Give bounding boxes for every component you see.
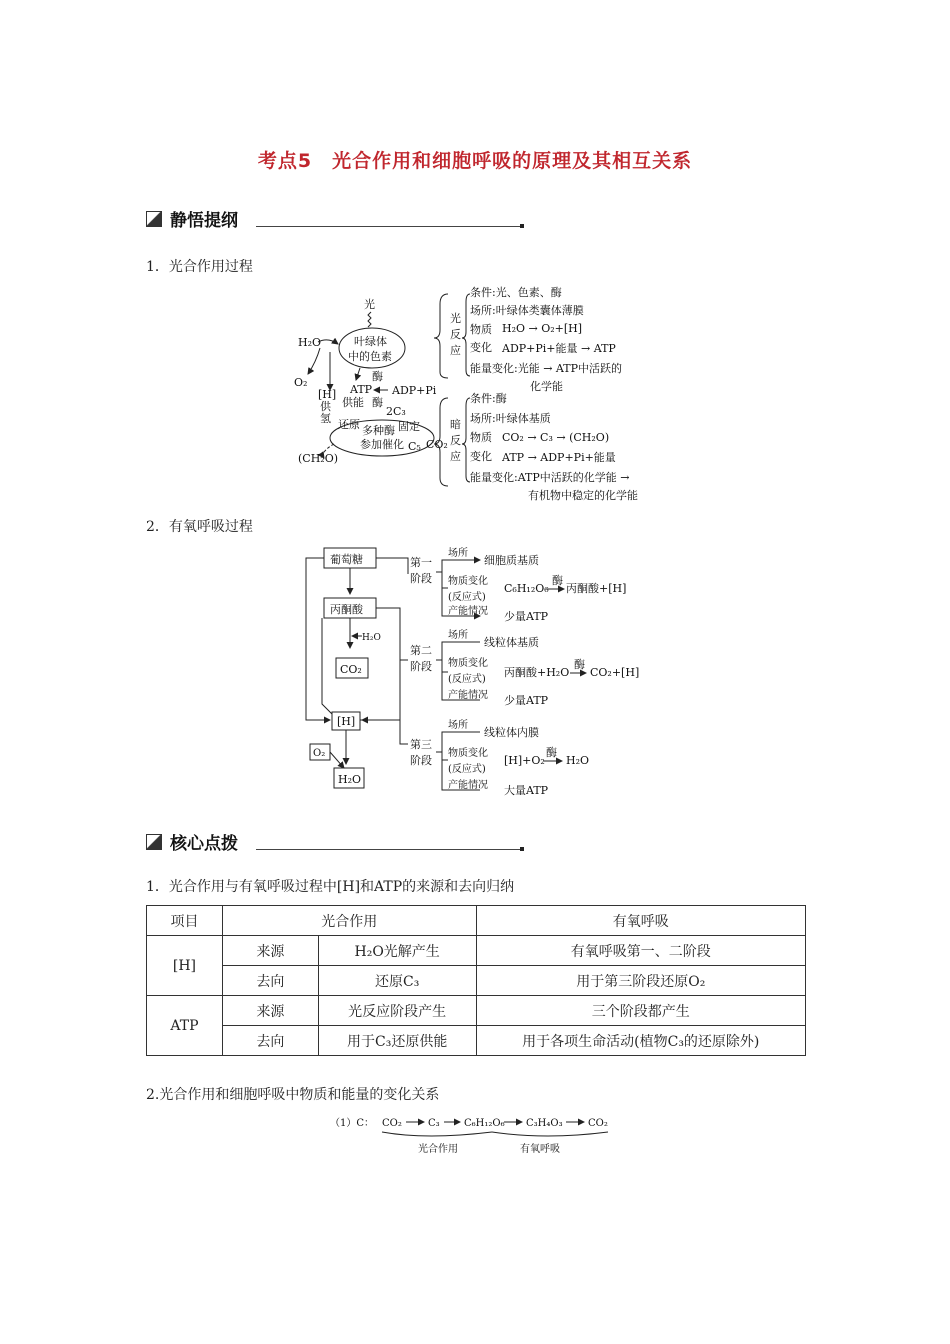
co2-label: CO₂ bbox=[426, 438, 448, 451]
svg-text:第三: 第三 bbox=[410, 738, 432, 751]
svg-text:场所: 场所 bbox=[448, 630, 468, 641]
section-divider-dot bbox=[520, 224, 524, 228]
light-label: 光 bbox=[364, 298, 375, 311]
svg-text:有机物中稳定的化学能: 有机物中稳定的化学能 bbox=[528, 489, 638, 502]
ch2o-label: (CH₂O) bbox=[298, 452, 339, 465]
o2-box: O₂ bbox=[313, 748, 326, 759]
svg-text:多种酶: 多种酶 bbox=[362, 424, 395, 437]
water-label: H₂O bbox=[298, 336, 322, 349]
svg-text:H₂O: H₂O bbox=[362, 633, 381, 643]
svg-text:丙酮酸+H₂O: 丙酮酸+H₂O bbox=[504, 666, 570, 679]
svg-text:[H]: [H] bbox=[318, 388, 337, 401]
svg-text:应: 应 bbox=[450, 344, 461, 357]
svg-text:物质变化: 物质变化 bbox=[448, 748, 488, 759]
svg-text:物质变化: 物质变化 bbox=[448, 658, 488, 669]
svg-text:CO₂+[H]: CO₂+[H] bbox=[590, 666, 640, 679]
glucose-box: 葡萄糖 bbox=[330, 553, 363, 566]
svg-text:线粒体内膜: 线粒体内膜 bbox=[484, 726, 539, 739]
svg-text:ADP+Pi+能量 → ATP: ADP+Pi+能量 → ATP bbox=[502, 342, 616, 355]
svg-text:产能情况: 产能情况 bbox=[448, 780, 488, 791]
svg-text:CO₂: CO₂ bbox=[382, 1118, 402, 1129]
svg-text:条件:光、色素、酶: 条件:光、色素、酶 bbox=[470, 286, 562, 299]
svg-text:产能情况: 产能情况 bbox=[448, 690, 488, 701]
svg-text:还原: 还原 bbox=[338, 418, 360, 431]
svg-text:线粒体基质: 线粒体基质 bbox=[484, 636, 539, 649]
section-divider bbox=[256, 849, 522, 850]
svg-text:丙酮酸+[H]: 丙酮酸+[H] bbox=[566, 582, 627, 595]
svg-text:酶: 酶 bbox=[552, 574, 563, 587]
atp-label: ATP bbox=[350, 383, 373, 396]
svg-text:条件:酶: 条件:酶 bbox=[470, 392, 507, 405]
carbon-path-diagram bbox=[326, 1108, 626, 1158]
svg-text:供: 供 bbox=[320, 400, 331, 413]
svg-text:有氧呼吸: 有氧呼吸 bbox=[520, 1144, 560, 1155]
item-respiration-label: 2．有氧呼吸过程 bbox=[146, 519, 253, 535]
svg-text:变化: 变化 bbox=[470, 450, 492, 463]
table-row: [H] 来源 H₂O光解产生 有氧呼吸第一、二阶段 bbox=[147, 936, 806, 966]
svg-text:第二: 第二 bbox=[410, 644, 432, 657]
svg-text:反: 反 bbox=[450, 328, 461, 341]
h-box: [H] bbox=[337, 715, 356, 728]
co2-box: CO₂ bbox=[340, 663, 362, 676]
section-marker-icon bbox=[146, 211, 162, 227]
svg-text:ATP → ADP+Pi+能量: ATP → ADP+Pi+能量 bbox=[502, 451, 616, 464]
photosynthesis-diagram bbox=[290, 282, 670, 508]
svg-text:阶段: 阶段 bbox=[410, 660, 432, 673]
svg-text:阶段: 阶段 bbox=[410, 754, 432, 767]
svg-text:产能情况: 产能情况 bbox=[448, 606, 488, 617]
svg-text:变化: 变化 bbox=[470, 341, 492, 354]
svg-text:中的色素: 中的色素 bbox=[348, 350, 392, 363]
table-row: 去向 还原C₃ 用于第三阶段还原O₂ bbox=[147, 966, 806, 996]
svg-text:氢: 氢 bbox=[320, 412, 331, 425]
svg-text:C₆H₁₂O₆: C₆H₁₂O₆ bbox=[504, 582, 549, 595]
table-row: 项目 光合作用 有氧呼吸 bbox=[147, 906, 806, 936]
item-h-atp-label: 1．光合作用与有氧呼吸过程中[H]和ATP的来源和去向归纳 bbox=[146, 879, 515, 895]
svg-text:供能: 供能 bbox=[342, 396, 364, 409]
svg-text:少量ATP: 少量ATP bbox=[504, 610, 549, 623]
svg-text:C₅: C₅ bbox=[408, 440, 421, 453]
svg-text:(反应式): (反应式) bbox=[448, 764, 486, 775]
svg-text:场所:叶绿体类囊体薄膜: 场所:叶绿体类囊体薄膜 bbox=[470, 304, 584, 317]
svg-text:酶: 酶 bbox=[372, 396, 383, 409]
section-marker-icon bbox=[146, 834, 162, 850]
svg-text:光: 光 bbox=[450, 312, 461, 325]
svg-text:[H]+O₂: [H]+O₂ bbox=[504, 754, 545, 767]
water-box: H₂O bbox=[338, 773, 362, 786]
svg-text:（1）C：: （1）C： bbox=[330, 1118, 375, 1129]
svg-text:固定: 固定 bbox=[398, 420, 420, 433]
svg-text:物质: 物质 bbox=[470, 323, 492, 336]
svg-text:CO₂: CO₂ bbox=[588, 1118, 608, 1129]
svg-text:(反应式): (反应式) bbox=[448, 674, 486, 685]
c3-label: 2C₃ bbox=[386, 405, 406, 418]
svg-text:参加催化: 参加催化 bbox=[360, 438, 404, 451]
adp-label: ADP+Pi bbox=[392, 384, 437, 397]
section-heading-review: 静悟提纲 bbox=[146, 206, 238, 231]
pyruvate-box: 丙酮酸 bbox=[330, 603, 363, 616]
section-divider bbox=[256, 226, 522, 227]
chloroplast-label: 叶绿体 bbox=[354, 335, 387, 348]
svg-text:应: 应 bbox=[450, 450, 461, 463]
svg-text:反: 反 bbox=[450, 434, 461, 447]
svg-text:能量变化:光能 → ATP中活跃的: 能量变化:光能 → ATP中活跃的 bbox=[470, 362, 622, 375]
svg-text:酶: 酶 bbox=[372, 370, 383, 383]
svg-text:场所: 场所 bbox=[448, 720, 468, 731]
svg-text:CO₂ → C₃ → (CH₂O): CO₂ → C₃ → (CH₂O) bbox=[502, 431, 610, 444]
svg-text:物质: 物质 bbox=[470, 431, 492, 444]
svg-text:场所:叶绿体基质: 场所:叶绿体基质 bbox=[470, 412, 551, 425]
svg-text:H₂O → O₂+[H]: H₂O → O₂+[H] bbox=[502, 322, 583, 335]
h-atp-table bbox=[146, 905, 806, 1056]
svg-text:少量ATP: 少量ATP bbox=[504, 694, 549, 707]
page-title: 考点5 光合作用和细胞呼吸的原理及其相互关系 bbox=[257, 150, 693, 172]
table-row: 去向 用于C₃还原供能 用于各项生命活动(植物C₃的还原除外) bbox=[147, 1026, 806, 1056]
svg-text:第一: 第一 bbox=[410, 556, 432, 569]
svg-text:C₃H₄O₃: C₃H₄O₃ bbox=[526, 1118, 563, 1129]
svg-text:场所: 场所 bbox=[448, 548, 468, 559]
svg-text:酶: 酶 bbox=[546, 746, 557, 759]
item-matter-energy-label: 2.光合作用和细胞呼吸中物质和能量的变化关系 bbox=[146, 1087, 440, 1103]
respiration-diagram bbox=[300, 542, 660, 802]
section-heading-key-points: 核心点拨 bbox=[146, 829, 238, 854]
table-row: ATP 来源 光反应阶段产生 三个阶段都产生 bbox=[147, 996, 806, 1026]
oxygen-label: O₂ bbox=[294, 376, 308, 389]
svg-text:化学能: 化学能 bbox=[530, 380, 563, 393]
svg-text:(反应式): (反应式) bbox=[448, 592, 486, 603]
item-photosynthesis-label: 1．光合作用过程 bbox=[146, 259, 253, 275]
svg-text:暗: 暗 bbox=[450, 418, 461, 431]
svg-text:光合作用: 光合作用 bbox=[418, 1144, 458, 1155]
svg-text:物质变化: 物质变化 bbox=[448, 576, 488, 587]
svg-text:阶段: 阶段 bbox=[410, 572, 432, 585]
svg-text:C₃: C₃ bbox=[428, 1118, 440, 1129]
svg-text:大量ATP: 大量ATP bbox=[504, 784, 549, 797]
section-divider-dot bbox=[520, 847, 524, 851]
svg-text:酶: 酶 bbox=[574, 658, 585, 671]
svg-text:C₆H₁₂O₆: C₆H₁₂O₆ bbox=[464, 1118, 505, 1129]
svg-text:H₂O: H₂O bbox=[566, 754, 590, 767]
svg-text:能量变化:ATP中活跃的化学能 →: 能量变化:ATP中活跃的化学能 → bbox=[470, 471, 630, 484]
svg-text:细胞质基质: 细胞质基质 bbox=[484, 554, 539, 567]
